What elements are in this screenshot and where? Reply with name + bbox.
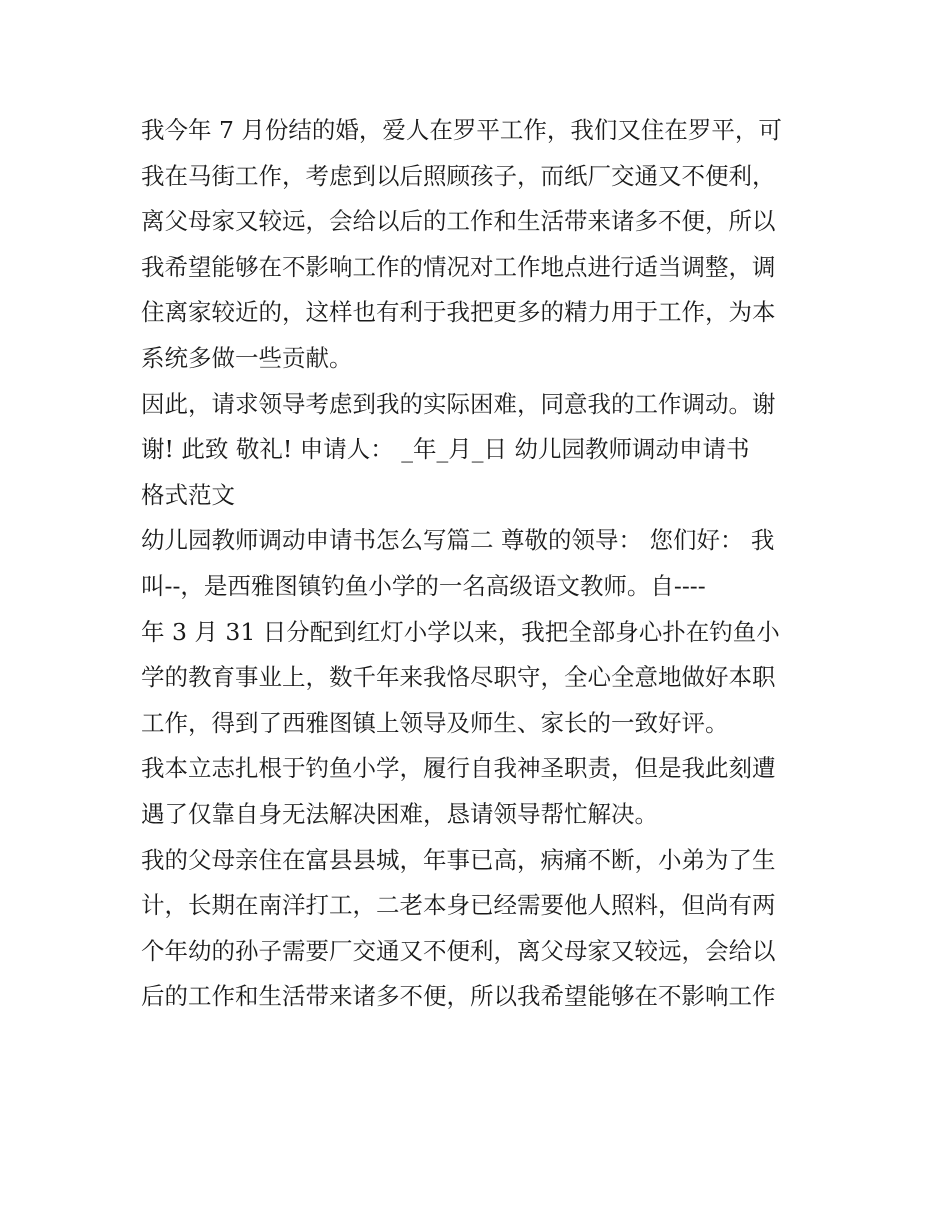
- text-line: 住离家较近的，这样也有利于我把更多的精力用于工作，为本: [141, 298, 776, 327]
- text-line: 我今年 7 月份结的婚，爱人在罗平工作，我们又住在罗平，可: [141, 116, 782, 144]
- text-line: 叫--，是西雅图镇钓鱼小学的一名高级语文教师。自----: [141, 571, 706, 600]
- text-line: 谢! 此致 敬礼! 申请人： _年_月_日 幼儿园教师调动申请书: [141, 435, 750, 464]
- text-line: 我本立志扎根于钓鱼小学，履行自我神圣职责，但是我此刻遭: [141, 754, 776, 783]
- text-line: 我的父母亲住在富县县城，年事已高，病痛不断，小弟为了生: [141, 845, 776, 874]
- text-line: 格式范文: [141, 480, 235, 509]
- document-body: [141, 108, 821, 1020]
- text-line: 因此，请求领导考虑到我的实际困难，同意我的工作调动。谢: [141, 389, 776, 418]
- text-line: 我希望能够在不影响工作的情况对工作地点进行适当调整，调: [141, 252, 776, 281]
- text-line: 年 3 月 31 日分配到红灯小学以来，我把全部身心扑在钓鱼小: [141, 617, 780, 646]
- text-line: 学的教育事业上，数千年来我恪尽职守，全心全意地做好本职: [141, 663, 776, 692]
- text-line: 工作，得到了西雅图镇上领导及师生、家长的一致好评。: [141, 708, 729, 737]
- text-line: 遇了仅靠自身无法解决困难，恳请领导帮忙解决。: [141, 799, 658, 828]
- text-line: 个年幼的孙子需要厂交通又不便利，离父母家又较远，会给以: [141, 936, 776, 965]
- text-line: 离父母家又较远，会给以后的工作和生活带来诸多不便，所以: [141, 207, 776, 236]
- text-line: 幼儿园教师调动申请书怎么写篇二 尊敬的领导： 您们好： 我: [141, 526, 775, 555]
- text-line: 计，长期在南洋打工，二老本身已经需要他人照料，但尚有两: [141, 891, 776, 920]
- text-line: 系统多做一些贡献。: [141, 343, 353, 372]
- text-line: 我在马街工作，考虑到以后照顾孩子，而纸厂交通又不便利，: [141, 161, 776, 190]
- text-line: 后的工作和生活带来诸多不便，所以我希望能够在不影响工作: [141, 982, 776, 1011]
